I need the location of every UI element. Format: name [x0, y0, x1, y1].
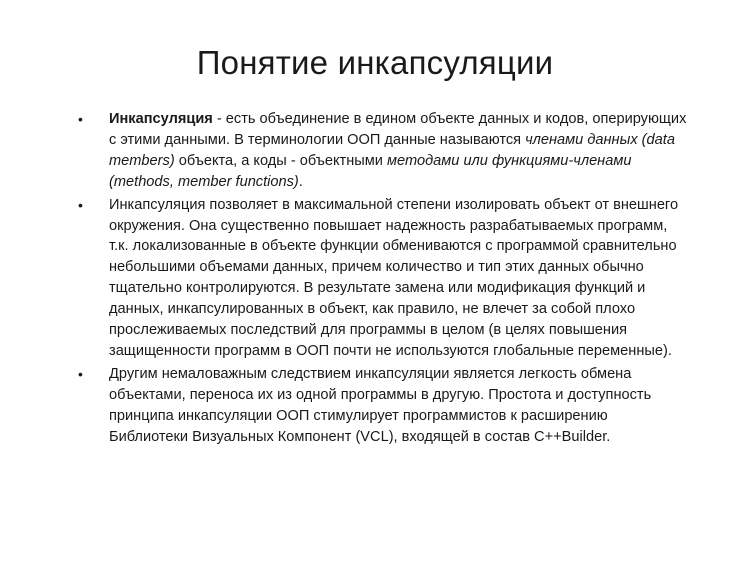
bullet-marker: •	[78, 196, 83, 213]
bullet-list	[78, 109, 688, 450]
bullet-item-isolation	[78, 195, 688, 362]
bullet-marker: •	[78, 111, 83, 127]
bullet-item-exchange	[78, 364, 688, 448]
slide-title: Понятие инкапсуляции	[196, 44, 554, 81]
bullet-text: Другим немаловажным следствием инкапсуляции является легкость обмена объектами, переноса их из одной программы в другую. Простота и доступность принципа инкапсуляции ООП стимулирует программистов к расширению Библиотеки Визуальных Компонент (VCL), входящей в состав C++Builder.	[109, 365, 652, 445]
bullet-text: объекта, а коды - объектными	[174, 152, 388, 169]
term-encapsulation: Инкапсуляция	[109, 111, 213, 127]
bullet-text: - есть объединение в едином объекте данных и кодов, оперирующих с этими данными. В терминологии ООП данные называются	[109, 111, 687, 148]
bullet-marker: •	[78, 365, 83, 382]
emphasis-methods: методами или функциями-членами (methods, member functions)	[109, 152, 632, 190]
bullet-item-encapsulation-definition	[78, 109, 688, 193]
emphasis-data-members: членами данных (data members)	[109, 131, 675, 169]
bullet-text: .	[298, 173, 303, 190]
bullet-text: Инкапсуляция позволяет в максимальной степени изолировать объект от внешнего окружения. Она существенно повышает надежность разрабатываемых программ, т.к. локализованные в объекте функции обмениваются с программой сравнительно небольшими объемами данных, причем количество и тип этих данных обычно тщательно контролируются. В результате замена или модификация функций и данных, инкапсулированных в объект, как правило, не влечет за собой плохо прослеживаемых последствий для программы в целом (в целях повышения защищенности программ в ООП почти не используются глобальные переменные).	[109, 196, 679, 359]
